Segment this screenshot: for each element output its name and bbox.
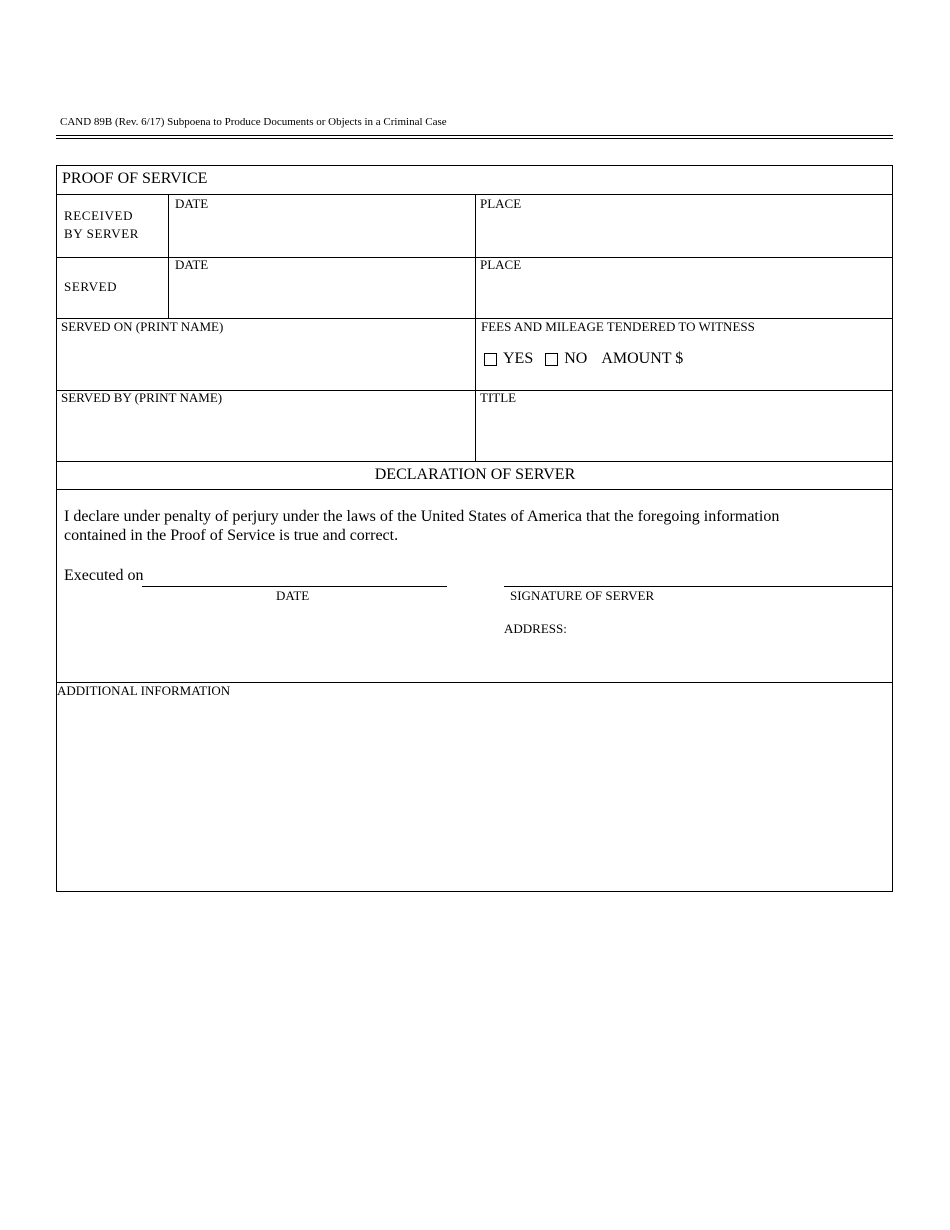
yes-checkbox[interactable] xyxy=(484,353,497,366)
executed-on-label: Executed on xyxy=(64,567,144,584)
additional-info-field[interactable] xyxy=(60,702,888,884)
served-on-label: SERVED ON (PRINT NAME) xyxy=(61,319,224,334)
received-place-label: PLACE xyxy=(480,196,522,211)
title-field[interactable] xyxy=(480,408,885,456)
header-rule-top xyxy=(56,135,893,136)
no-label: NO xyxy=(564,350,588,367)
divider xyxy=(56,194,892,195)
address-label: ADDRESS: xyxy=(504,621,567,636)
form-header: CAND 89B (Rev. 6/17) Subpoena to Produce Documents or Objects in a Criminal Case xyxy=(60,116,447,128)
signature-caption: SIGNATURE OF SERVER xyxy=(510,588,655,603)
declaration-statement-line-2: contained in the Proof of Service is true and correct. xyxy=(64,527,399,544)
server-signature-line xyxy=(504,586,892,587)
received-place-field[interactable] xyxy=(480,212,885,252)
served-date-label: DATE xyxy=(175,257,209,272)
served-on-field[interactable] xyxy=(60,336,470,384)
declaration-statement xyxy=(64,507,884,545)
executed-date-field[interactable] xyxy=(142,566,447,586)
additional-info-label: ADDITIONAL INFORMATION xyxy=(57,683,231,698)
amount-field[interactable] xyxy=(697,350,882,370)
column-divider xyxy=(475,194,476,461)
divider xyxy=(56,489,892,490)
served-date-field[interactable] xyxy=(172,274,470,314)
received-label: RECEIVED xyxy=(64,208,134,223)
proof-title: PROOF OF SERVICE xyxy=(62,170,208,187)
fees-options xyxy=(484,350,683,368)
served-label: SERVED xyxy=(64,279,118,294)
date-signature-line xyxy=(142,586,447,587)
divider xyxy=(56,461,892,462)
declaration-heading: DECLARATION OF SERVER xyxy=(374,466,576,483)
received-date-field[interactable] xyxy=(172,212,470,252)
by-server-label: BY SERVER xyxy=(64,226,140,241)
header-rule-bottom xyxy=(56,138,893,139)
received-date-label: DATE xyxy=(175,196,209,211)
amount-label: AMOUNT $ xyxy=(601,350,684,367)
declaration-statement-line-1: I declare under penalty of perjury under the laws of the United States of America that the foregoing information xyxy=(64,508,780,525)
column-divider xyxy=(168,194,169,318)
date-caption: DATE xyxy=(276,588,310,603)
address-field[interactable] xyxy=(504,638,889,678)
signature-field[interactable] xyxy=(504,556,889,586)
served-by-label: SERVED BY (PRINT NAME) xyxy=(61,390,223,405)
no-checkbox[interactable] xyxy=(545,353,558,366)
yes-label: YES xyxy=(503,350,534,367)
served-by-field[interactable] xyxy=(60,408,470,456)
served-place-label: PLACE xyxy=(480,257,522,272)
title-label: TITLE xyxy=(480,390,517,405)
fees-label: FEES AND MILEAGE TENDERED TO WITNESS xyxy=(481,319,755,334)
served-place-field[interactable] xyxy=(480,274,885,314)
